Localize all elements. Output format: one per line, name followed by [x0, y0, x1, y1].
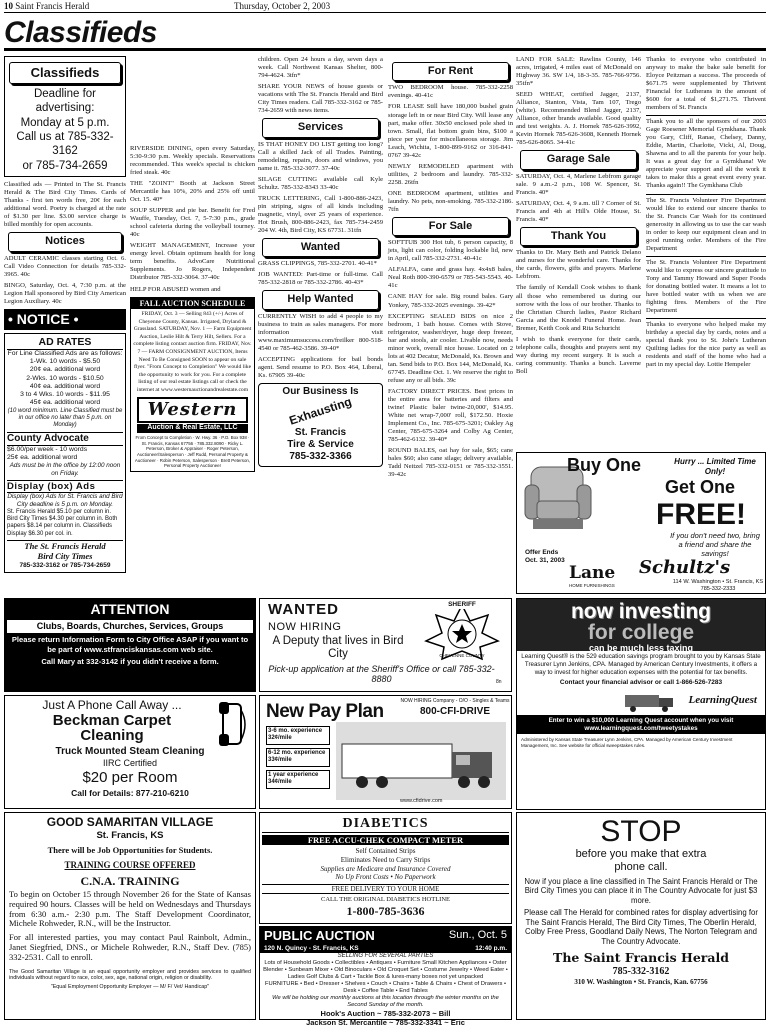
- rate-note: (10 word minimum. Line Classified must be in our office no later than 5 p.m. on Monday): [7, 407, 123, 429]
- classified-item: ROUND BALES, oat hay for sale, $65; cane bales $60; also cane silage; delivery available, Tadd Neitzel 785-332-0151 or 785-332-3551. 39-42c: [388, 447, 513, 479]
- offer-end-date: Offer Ends Oct. 31, 2003: [525, 549, 565, 564]
- pay-tier-2: 6-12 mo. experience 33¢/mile: [266, 748, 330, 767]
- tire-shop-name: St. Francis: [294, 426, 347, 438]
- schultz-logo: Schultz's: [639, 557, 731, 578]
- carpet-tagline: Just A Phone Call Away ...: [42, 698, 182, 712]
- county-advocate-heading: County Advocate: [7, 432, 123, 446]
- services-heading: Services: [262, 118, 379, 137]
- carpet-name-2: Cleaning: [80, 727, 144, 745]
- free-text: FREE!: [656, 498, 746, 531]
- tire-shop-name-2: Tire & Service: [287, 439, 354, 451]
- diabetics-hotline: CALL THE ORIGINAL DIABETICS HOTLINE: [320, 896, 451, 904]
- classified-item: Thanks to Dr. Mary Beth and Patrick Delano and nurses for the wonderful care. Thanks for the cards, flowers, gifts and prayers. Marlene Lebfrom.: [516, 249, 641, 281]
- classified-item: SOUP SUPPER and pie bar. Benefit for Fred Wauffe, Tuesday, Oct. 7, 5-7:30 p.m., grade school cafeteria during the volleyball tourney. 40c: [130, 207, 255, 239]
- classified-item: SHARE YOUR NEWS of house guests or vacations with The St. Francis Herald and Bird City Times readers. Call 785-332-3162 or 785-734-2659 with news items.: [258, 83, 383, 115]
- wanted-heading: Wanted: [262, 238, 379, 257]
- classified-item: LAND FOR SALE: Rawlins County, 146 acres, irrigated, 4 miles east of McDonald on Highway 36. SW 1/4, 18-3-35. 785-766-9756. 35tfn*: [516, 56, 641, 88]
- learning-quest-ad: [516, 598, 766, 810]
- college-contact: Contact your financial advisor or call 1-866-526-7283: [559, 679, 723, 687]
- display-ads-heading: Display (box) Ads: [7, 480, 123, 494]
- rate-line: 2-Wks. 10 words - $10.50: [26, 374, 104, 382]
- ad-code: 8n: [496, 679, 502, 685]
- fall-auction-heading: FALL AUCTION SCHEDULE: [131, 298, 254, 310]
- classified-item: SEED WHEAT, certified Jagger, 2137, Alliance, Stanton, Vista, Tam 107, Trego (white). Recommended Blend Jagger, 2137, Alliance, other brands available. Good quality and test weights. A. J. Hornek 785-626-3992, Kevin Hornek 785-626-3608, Kenneth Hornek 785-626-8065. 34-41c: [516, 91, 641, 147]
- for-rent-heading: For Rent: [392, 62, 509, 81]
- pay-tier-1: 3-6 mo. experience 32¢/mile: [266, 726, 330, 745]
- auction-items: Lots of Household Goods • Collectibles • Antiques • Furniture Small Kitchen Appliances • Oster Blender • Sunbeam Mixer • Old Binoculars • Old Croquet Set • Costume Jewelry • Weed Eater • Ladies Golf Clubs & Cart • Tackle Box & lures-many boxes not yet unpacked: [263, 960, 508, 980]
- public-auction-address: 120 N. Quincy - St. Francis, KS: [264, 944, 359, 952]
- college-sweepstakes-bar: Enter to win a $10,000 Learning Quest account when you visit www.learningquest.com/tweetystakes: [517, 715, 765, 734]
- ad-rates-heading: AD RATES: [7, 336, 123, 350]
- classified-item: TRUCK LETTERING, Call 1-800-886-2423, pin striping, signs of all kinds including magnetic, vinyl, over 25 years of experience. Hot Brush, 800-886-2423, fax 785-734-2459 204 W. 4th, Bird City, KS 67731. 31tfn: [258, 194, 383, 234]
- diabetics-heading: DIABETICS: [262, 815, 509, 833]
- classified-item: JOB WANTED: Part-time or full-time. Call 785-332-2818 or 785-332-2786. 40-43*: [258, 271, 383, 287]
- issue-date: Thursday, October 2, 2003: [234, 1, 331, 11]
- samaritan-eeo: "Equal Employment Opportunity Employer — M/ F/ Vet/ Handicap": [50, 983, 210, 990]
- stop-subhead: before you make that extra phone call.: [575, 847, 707, 873]
- jackson-mercantile-contact: Jackson St. Mercantile ~ 785-332-3341 ~ Eric: [306, 1017, 465, 1027]
- column-2: [130, 145, 255, 595]
- notice-banner: • NOTICE •: [4, 309, 126, 330]
- stop-combined-rates: Please call The Herald for combined rates for display advertising for The Saint Francis Herald, The Bird City Times, The Oberlin Herald, Colby Free Press, Goodland Daily News, The Norton Telegram and The Country Advocate.: [524, 908, 758, 946]
- college-body: Learning Quest® is the 529 education savings program brought to you by Kansas State Treasurer Lynn Jenkins, CPA. Managed by American Century Investments, it offers a way to invest for higher education expenses with the potential for tax benefits.: [521, 653, 761, 677]
- carpet-name: Beckman Carpet: [52, 711, 172, 729]
- deadline-line-2: Monday at 5 p.m.: [20, 116, 110, 129]
- free-note: If you don't need two, bring a friend and share the savings!: [670, 531, 760, 559]
- county-line: Ads must be in the office by 12:00 noon on Friday.: [9, 462, 121, 478]
- truck-image: [623, 689, 683, 713]
- classified-item: ALFALFA, cane and grass hay. 4x4x8 bales, Neal Roth 800-390-6579 or 785-543-5543. 40-41c: [388, 266, 513, 290]
- deadline-line-1: Deadline for advertising:: [33, 87, 96, 115]
- classified-item: IS THAT HONEY DO LIST getting too long? Call a skilled Jack of all Trades. Painting, remodeling, repairs, doors and windows, you name it. 785-332-3077. 37-40c: [258, 140, 383, 172]
- classified-item: FOR LEASE Still have 180,000 bushel grain storage left in or near Bird City. Will lease any part, make offer. 30x50 enclosed pole shed in town. Small, flat bottom grain bins, $100 a piece per year for miscellaneous storage. Jim Leach, Wichita, 1-800-899-9162 or 316-841-0767 39-42c: [388, 103, 513, 159]
- county-line: $6.00/per week - 10 words: [7, 445, 88, 453]
- public-auction-header: [260, 927, 511, 945]
- diabetics-line: No Up Front Costs • No Paperwork: [335, 873, 436, 882]
- classified-item: CURRENTLY WISH to add 4 people to my business to train as sales managers. For more information visit www.maximumsuccess.com/freilker 800-518-4540 or 785-462-3586. 39-40*: [258, 312, 383, 352]
- college-headline-2: for college: [587, 621, 695, 644]
- rate-line: 40¢ ea. additional word: [29, 382, 101, 390]
- attention-groups: Clubs, Boards, Churches, Services, Groups: [7, 620, 253, 633]
- diabetics-delivery: FREE DELIVERY TO YOUR HOME: [262, 884, 509, 895]
- training-offered: TRAINING COURSE OFFERED: [64, 859, 196, 870]
- classified-item: SATURDAY, Oct. 4, Marlene Lebfrom garage sale. 9 a.m.-2 p.m., 108 W. Spencer, St. Francis. 40*: [516, 172, 641, 196]
- cfi-website: www.cfidrive.com: [400, 798, 443, 804]
- college-fine-print: Administered by Kansas State Treasurer Lynn Jenkins, CPA. Managed by American Century Investment Management, Inc. See website for official sweepstakes rules.: [521, 737, 733, 749]
- samaritan-eoe-statement: The Good Samaritan Village is an equal opportunity employer and provides services to qualified individuals without regard to race, color, sex, age, national origin, religion or disability.: [9, 968, 251, 982]
- diabetics-phone: 1-800-785-3636: [346, 904, 425, 919]
- buy-one-text: Buy One: [566, 455, 641, 475]
- classified-item: THE "ZOINT" Booth at Jackson Street Mercantile has 10%, 20% and 25% off until Oct. 15. 40*: [130, 180, 255, 204]
- footer-paper-2: Bird City Times: [37, 551, 93, 562]
- diabetics-ad: [259, 812, 512, 924]
- wanted-heading: WANTED: [268, 601, 339, 618]
- herald-logo: The Saint Francis Herald: [553, 950, 729, 966]
- western-footer: From Concept to Completion · W. Hwy. 36 · P.O. Box 938 · St. Francis, Kansas 67756 · 785.332.8090 · Ricky L. Peterson, Broker & Appraiser · Roger Peterson, Auctioneer/Salesperson · Jeff Rudd, Personal Property & Auctioneer · Robin Peterson, Salesperson · Brett Peterson, Personal Property Auctioneer: [134, 434, 251, 469]
- stop-ad: [516, 812, 766, 1020]
- deputy-text: A Deputy that lives in Bird City: [272, 635, 404, 661]
- garage-sale-heading: Garage Sale: [520, 150, 637, 169]
- classified-item: The St. Francis Volunteer Fire Department would like to extend our sincere thanks to the St. Francis Car Wash for its continued generosity in allowing us to use the car wash in order to keep our equipment clean and in good running order. Members of the Fire Department: [646, 196, 766, 252]
- fall-auction-ad: [130, 297, 255, 473]
- classified-item: ONE BEDROOM apartment, utilities and laundry. No pets, non-smoking. 785-332-2186. 7tfn: [388, 189, 513, 213]
- display-ads-rates: St. Francis Herald $5.10 per column in. Bird City Times $4.30 per column in. Both papers $8.14 per column in. Classifieds Display $6.30 per col. in.: [7, 508, 118, 537]
- deadline-line-3: Call us at 785-332-3162: [16, 130, 114, 158]
- classified-item: HELP FOR ABUSED women and: [130, 285, 221, 293]
- attention-ad: [4, 598, 256, 692]
- lane-logo: Lane: [569, 563, 616, 583]
- classified-item: WEIGHT MANAGEMENT, Increase your energy level. Obtain optimum health for long term benefits. AdvoCare Nutritional Supplements. Jo Rogers, Independent Distributor 785-332-3064. 37-40c: [130, 242, 255, 282]
- western-logo: Western: [137, 397, 248, 423]
- classified-item: FACTORY DIRECT PRICES. Best prices in the entire area for batteries and filters and twine! Plastic baler twine-20,000', $14.95. White net wrap-7,000' roll, $172.50. Hoxie Implement Co., Inc. 785-675-3201; Oakley Ag Center, 785-675-3264 and Colby Ag Center, 785-462-6132. 39-40*: [388, 387, 513, 443]
- column-1: [4, 56, 126, 596]
- help-wanted-heading: Help Wanted: [262, 290, 379, 309]
- page-number: 10 Saint Francis Herald: [4, 1, 90, 11]
- attention-heading: ATTENTION: [90, 601, 170, 617]
- classified-item: TWO BEDROOM house. 785-332-2258 evenings. 40-41c: [388, 84, 513, 100]
- hurry-text: Hurry ... Limited Time Only!: [674, 457, 756, 476]
- semi-truck-image: [336, 722, 506, 800]
- classified-item: ACCEPTING applications for bail bonds agent. Send resume to P.O. Box 464, Liberal, Ks. 67905 39-40c: [258, 356, 383, 380]
- public-auction-heading: PUBLIC AUCTION: [264, 928, 375, 943]
- carpet-price: $20 per Room: [82, 769, 178, 787]
- rate-line: 45¢ ea. additional word: [29, 399, 101, 407]
- notices-heading: Notices: [8, 232, 122, 251]
- pay-tier-3: 1 year experience 34¢/mile: [266, 770, 330, 789]
- now-hiring-text: NOW HIRING: [268, 621, 342, 633]
- display-ads-deadline: Display (box) Ads for St. Francis and Bird City deadline is 5 p.m. on Monday.: [7, 493, 123, 509]
- classified-item: CANE HAY for sale. Big round bales. Gary Yonkey, 785-332-2025 evenings. 39-42*: [388, 293, 513, 309]
- tire-service-ad: [258, 383, 383, 466]
- lane-furniture-ad: [516, 452, 766, 594]
- exhaust-headline: Our Business Is: [282, 386, 359, 398]
- cna-training: C.N.A. TRAINING: [80, 873, 180, 888]
- pickup-text: Pick-up application at the Sheriff's Office or call 785-332-8880: [268, 664, 495, 685]
- column-5: [516, 56, 641, 451]
- classified-item: RIVERSIDE DINING, open every Saturday, 5:30-9:30 p.m. Weekly specials. Reservations recommended. This week's special is chicken fried steak. 40c: [130, 145, 255, 177]
- schultz-address: 114 W. Washington • St. Francis, KS 785-332-2333: [672, 579, 764, 592]
- learning-quest-logo: LearningQuest: [688, 694, 757, 707]
- classified-item: NEWLY REMODELED apartment with utilities, 2 bedroom and laundry. 785-332-2258. 26tfn: [388, 162, 513, 186]
- sheriff-badge-sub: CHEYENNE COUNTY: [439, 653, 485, 658]
- classified-item: Thank you to all the sponsors of our 2003 Gage Roesener Memorial Gymkhana. Thank you Gary, Cliff, Ranae, Chelsey, Danny, Eddie, Martin, Charlotte, Vicki, Al, Doug, Shawna and to all the parents for your help. It was a great day for a Gymkhana! We appreciate your support and all the work it takes to make this a great event every year. Thanks again!! The Gymkhana Club: [646, 118, 766, 190]
- column-6: [646, 56, 766, 451]
- page-header: [4, 1, 766, 13]
- cfi-new-pay-plan-ad: [259, 695, 512, 809]
- college-headline-1: now investing: [570, 600, 711, 623]
- stop-offer: Now if you place a line classified in The Saint Francis Herald or The Bird City Times you can place it in The Country Advocate for just $3 more.: [524, 876, 758, 905]
- western-subtitle: Auction & Real Estate, LLC: [137, 424, 248, 433]
- rate-line: 1-Wk. 10 words - $5.50: [29, 358, 101, 366]
- deadline-line-4: or 785-734-2659: [22, 159, 108, 172]
- herald-address: 310 W. Washington • St. Francis, Kan. 67756: [574, 977, 708, 986]
- cfi-phone: 800-CFI-DRIVE: [419, 706, 490, 717]
- fall-auction-body: FRIDAY, Oct. 3 — Selling 843 (+/-) Acres of Cheyenne County, Kansas. Irrigated, Dryland & Grassland. SATURDAY, Nov. 1 — Farm Equipment Auction, Leslie Hilt & Terry Hilt, Sellers. For a complete listing contact auction firm. FRIDAY, Nov. 7 — FARM CONSIGNMENT AUCTION, Items Need To Be Consigned SOON to appear on sale flyer. "From Concept to Completion" We would like the opportunity to work for you. For a complete listing of our real estate listings call or check the internet at www.westernauctionandrealestate.com: [133, 311, 252, 393]
- for-sale-heading: For Sale: [392, 217, 509, 236]
- rate-line: 3 to 4 Wks. 10 words - $11.95: [20, 391, 110, 399]
- classified-item: SOFTTUB 300 Hot tub, 6 person capacity, 8 jets, light can color, folding lockable lid, new in April, call 785-332-2731. 40-41c: [388, 239, 513, 263]
- exhaust-word: Exhausting: [287, 394, 354, 428]
- thank-you-heading: Thank You: [520, 227, 637, 246]
- footer-paper-1: The St. Francis Herald: [7, 540, 123, 551]
- get-one-text: Get One: [664, 477, 735, 497]
- classified-item: The family of Kendall Cook wishes to thank all those who remembered us during our sorrow with the loss of our brother. Thanks to the Christian Church ladies, Pastor Richard Garcia and the Knodel Funeral Home. Jean Bremer, Keith Cook and Rita Schuricht: [516, 284, 641, 332]
- carpet-certified: IIRC Certified: [102, 758, 157, 769]
- sheriff-badge-label: SHERIFF: [432, 601, 492, 609]
- classified-item: Thanks to everyone who helped make my birthday a special day by cards, notes and a special thank you to St. John's Lutheran Quilting ladies for the nice party as well as residents and staff of the home who had a part in my special day. Lottie Hempeler: [646, 320, 766, 369]
- herald-phone: 785-332-3162: [612, 965, 670, 977]
- cna-contact: For all interested parties, you may contact Paul Rainbolt, Admin., Janet Siegfried, DNS., or Michele Rohweder, R.N., Staff Dev. (785) 332-2531. Call to enroll.: [9, 932, 251, 962]
- classified-policy: Classified ads — Printed in The St. Francis Herald & The Bird City Times. Cards of Thanks - first ten words free, 20¢ for each additional word. Poetry is charged at the rate of $1.30 per line. $3.00 service charge is billed monthly for open accounts.: [4, 181, 126, 229]
- classified-item: EXCEPTING SEALED BIDS on nice 2 bedroom, 1 bath house. Comes with Stove, refrigerator, washer/dryer, huge deep freezer, bar and stools, air cooler. Livable now, needs minor work, overall nice house. Located on 2 lots at 402 Decatur, McDonald, Ks. Brown and tan. Send bids to P.O. Box 144, McDonald, Ks. 67745. Deadline Oct. 1. We reserve the right to refuse any or all bids. 39c: [388, 312, 513, 384]
- good-samaritan-ad: [4, 812, 256, 1020]
- rate-line: 20¢ ea. additional word: [29, 366, 101, 374]
- notice-item: ADULT CERAMIC classes starting Oct. 6. Call Video Connection for details 785-332-3965. 40c: [4, 254, 126, 278]
- diabetics-line: Eliminates Need to Carry Strips: [340, 855, 431, 864]
- beckman-carpet-ad: [4, 695, 256, 809]
- attention-call: Call Mary at 332-3142 if you didn't receive a form.: [41, 656, 219, 666]
- cna-details: To begin on October 15 through November 26 for the State of Kansas required 90 hours. Classes will be held on Wednesdays and Thursdays from 6:30 a.m.- 2:30 p.m. The Staff Development Coordinator, Michele Rohweder, R.N., will be the Instructor.: [9, 889, 251, 929]
- auction-selling: SELLING FOR SEVERAL PARTIES: [337, 952, 434, 959]
- notice-item: BINGO, Saturday, Oct. 4, 7:30 p.m. at the Legion Hall sponsored by Bird City American Legion Auxiliary. 40c: [4, 281, 126, 305]
- auction-note: We will be holding our monthly auctions at this location through the winter months on the Second Sunday of the month.: [272, 994, 499, 1008]
- public-auction-ad: [259, 926, 512, 1027]
- ad-rates-sub: For Line Classified Ads are as follows:: [7, 349, 123, 357]
- diabetics-line: Supplies are Medicare and Insurance Covered: [320, 864, 451, 873]
- classified-item: The St. Francis Volunteer Fire Department would like to express our sincere gratitude to Tony and Tammy Howard and Super Foods for donating bottled water. It means a lot to have bottled water with us when we are fighting fires. Members of the Fire Department: [646, 258, 766, 314]
- tire-shop-phone: 785-332-3366: [289, 451, 352, 463]
- classified-item: SATURDAY, Oct. 4, 9 a.m. till ? Corner of St. Francis and 4th at Hill's Olde House, St. Francis. 40*: [516, 199, 641, 223]
- classifieds-deadline-box: [4, 56, 126, 177]
- cfi-company: NOW HIRING Company - O/O - Singles & Teams: [400, 698, 510, 704]
- footer-phones: 785-332-3162 or 785-734-2659: [19, 561, 111, 569]
- college-banner: [517, 599, 765, 651]
- diabetics-meter: FREE ACCU-CHEK COMPACT METER: [262, 835, 509, 845]
- attention-body: Please return Information Form to City Office ASAP if you want to be part of www.stfranciskansas.com web site.: [11, 635, 249, 654]
- classified-item: I wish to thank everyone for their cards, telephone calls, thoughts and prayers sent my way during my recent surgery. It is such a caring community. Thanks a bunch. Laverne Boll: [516, 335, 641, 375]
- public-auction-date: Sun., Oct. 5: [448, 929, 507, 942]
- samaritan-heading: GOOD SAMARITAN VILLAGE: [46, 815, 214, 829]
- telephone-icon: [217, 700, 251, 748]
- ad-rates-box: [4, 333, 126, 573]
- column-4: [388, 56, 513, 576]
- public-auction-time: 12:40 p.m.: [475, 944, 507, 952]
- carpet-phone: Call for Details: 877-210-6210: [71, 787, 189, 798]
- diabetics-line: Self Contained Strips: [355, 847, 416, 856]
- classified-item: Thanks to everyone who contributed in anyway to make the bake sale benefit for Eloyce Peitzman a success. The proceeds of $671.75 were supplemented by Thrivent Financial for Lutherans in the amount of $600 for a total of $1,271.75. Thrivent members of St. Francis: [646, 56, 766, 112]
- hooks-auction-contact: Hook's Auction ~ 785-332-2073 ~ Bill: [320, 1008, 451, 1018]
- classified-item: GRASS CLIPPINGS, 785-332-2701. 40-41*: [258, 260, 377, 268]
- county-line: 25¢ ea. additional word: [7, 454, 78, 462]
- auction-furniture: FURNITURE • Bed • Dresser • Shelves • Couch • Chairs • Table & Chairs • Chest of Drawers • Desk • Coffee Table • End Tables: [265, 980, 506, 994]
- samaritan-location: St. Francis, KS: [96, 829, 164, 841]
- classified-item: SILAGE CUTTING available call Kyle Schultz. 785-332-8343 33-40c: [258, 175, 383, 191]
- samaritan-opportunities: There will be Job Opportunities for Students.: [47, 845, 213, 856]
- lane-subtitle: HOME FURNISHINGS: [569, 583, 615, 588]
- column-3: [258, 56, 383, 596]
- classified-item: children. Open 24 hours a day, seven days a week. Call Northwest Kansas Shelter, 800-794-4624. 3tfn*: [258, 56, 383, 80]
- carpet-service: Truck Mounted Steam Cleaning: [55, 746, 205, 758]
- new-pay-plan-headline: New Pay Plan: [266, 701, 384, 722]
- classifieds-heading: Classifieds: [9, 62, 121, 84]
- stop-heading: STOP: [600, 815, 682, 848]
- college-headline-3: can be much less taxing: [588, 643, 694, 653]
- section-title: Classifieds: [4, 15, 766, 51]
- deputy-wanted-ad: [259, 598, 512, 692]
